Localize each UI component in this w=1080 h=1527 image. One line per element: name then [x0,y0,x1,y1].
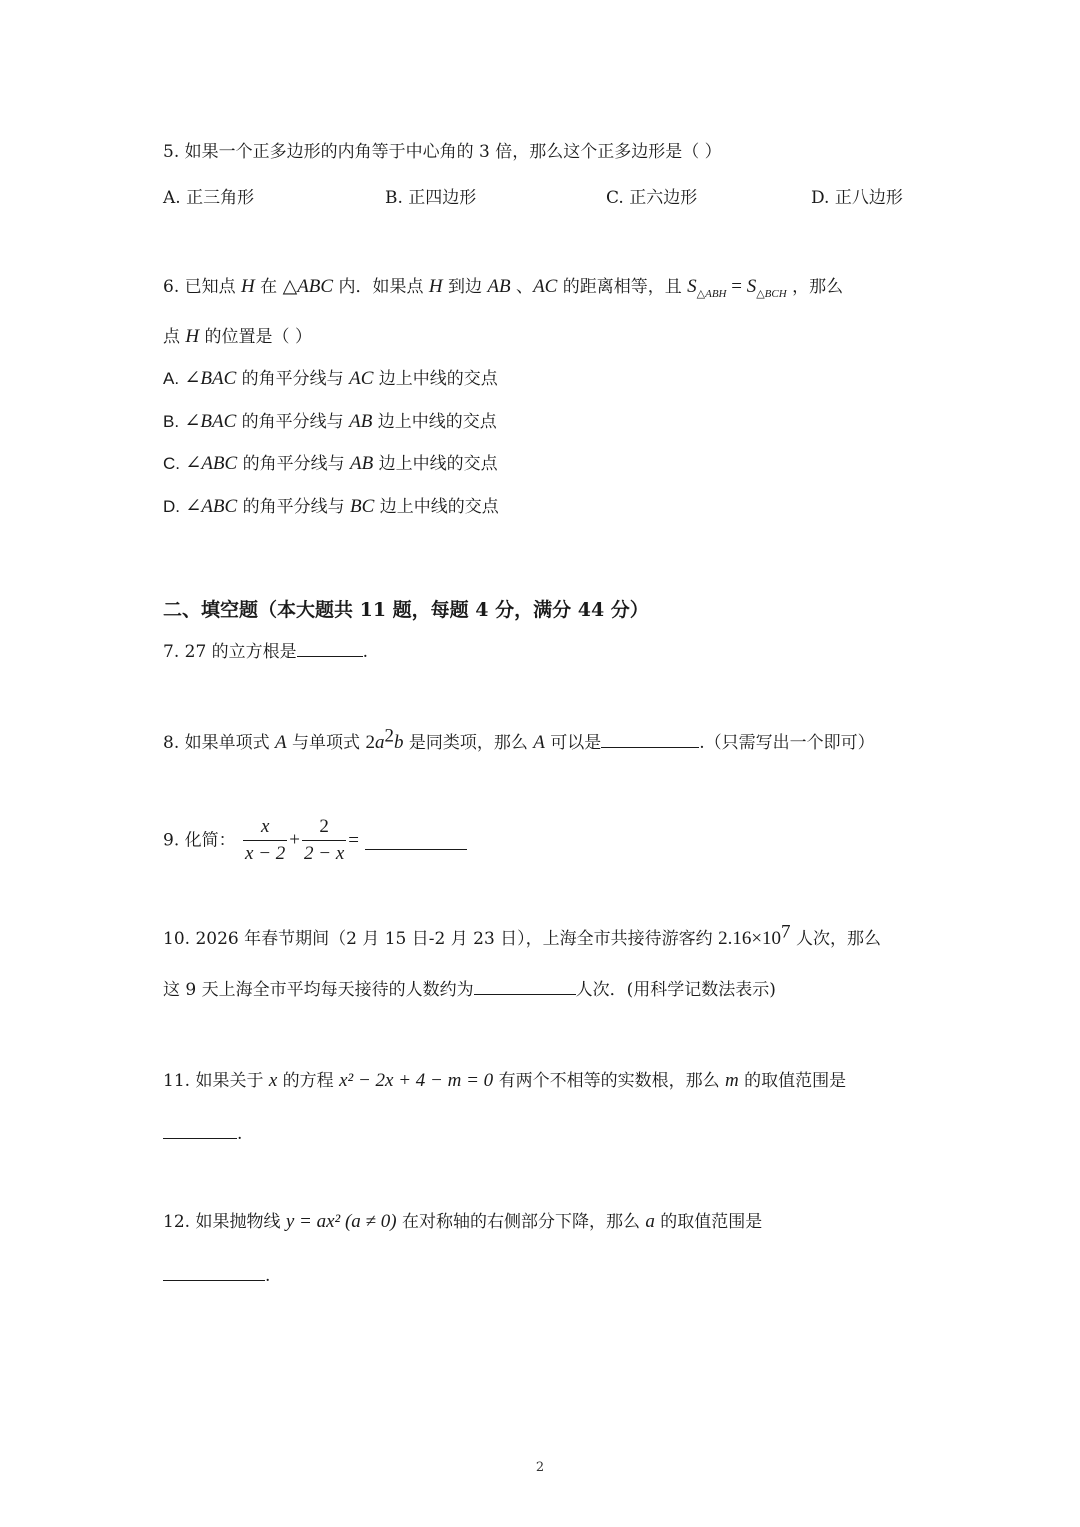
q8-var: b [393,732,404,753]
q8-var-a: A [275,732,287,753]
q11-equation: x² − 2x + 4 − m = 0 [339,1070,494,1091]
q9-answer-blank[interactable] [365,831,467,850]
q5-option-a: A. 正三角形 [163,188,255,208]
option-angle: ∠ABC [185,453,238,474]
q12-var-a: a [645,1211,655,1232]
q11-line1 [163,1069,846,1093]
q9 [163,812,467,869]
option-text: 的角平分线与 [237,497,351,517]
q6-option-c [163,452,498,476]
area-symbol: S [746,276,757,297]
q6-text: 、 [510,277,534,297]
q7-text: 7. 27 的立方根是 [163,642,297,662]
option-text: 的角平分线与 [236,412,350,432]
q11-text: 11. 如果关于 [163,1071,269,1091]
q12-text: 的取值范围是 [654,1212,763,1232]
page-number: 2 [535,1460,545,1475]
q10-sci-notation: 2.16×10 [718,928,782,949]
q6-side-ab: AB [487,276,511,297]
q9-plus: + [289,829,301,851]
q12-text: 12. 如果抛物线 [163,1212,286,1232]
q9-equals: = [348,829,359,851]
option-text: 边上中线的交点 [373,369,498,389]
q10-text: 人次．(用科学记数法表示) [575,980,776,1000]
option-side: AB [349,411,373,432]
q8-var: a [374,732,385,753]
q9-fraction-2 [302,814,346,867]
option-label: B. [163,412,180,431]
q6-text: 在 [254,277,283,297]
q10-text: 这 9 天上海全市平均每天接待的人数约为 [163,980,474,1000]
q5-stem [163,140,722,164]
q6-stem-line1 [163,275,843,299]
q8-text: 是同类项，那么 [403,733,534,753]
q7-answer-blank[interactable] [297,638,363,657]
q6-text: 的距离相等，且 [557,277,688,297]
q8-text: 可以是 [544,733,602,753]
q8-coef: 2 [365,732,375,753]
q8-text: .（只需写出一个即可） [699,733,875,753]
q12-line2 [163,1262,270,1288]
q11-answer-blank[interactable] [163,1120,237,1139]
q5-option-c: C. 正六边形 [606,188,698,208]
q8-text: 与单项式 [286,733,366,753]
fraction-denominator: x − 2 [245,843,286,864]
q6-option-b [163,410,497,434]
q8-answer-blank[interactable] [601,729,699,748]
q10-line2 [163,976,776,1002]
q7 [163,638,368,664]
q6-stem-line2 [163,325,312,349]
section-heading-fill-in: 二、填空题（本大题共 11 题，每题 4 分，满分 44 分） [163,599,649,621]
q6-text: 内．如果点 [333,277,429,297]
q8-var-a: A [533,732,545,753]
q10-answer-blank[interactable] [474,976,576,995]
q6-option-a [163,367,498,391]
q11-text: 的方程 [277,1071,340,1091]
q9-label: 9. 化简： [163,830,236,851]
q5-stem-text: 5. 如果一个正多边形的内角等于中心角的 3 倍，那么这个正多边形是（ ） [163,142,722,162]
area-symbol: S [687,276,697,297]
q11-text: 有两个不相等的实数根，那么 [493,1071,725,1091]
q11-text: 的取值范围是 [738,1071,847,1091]
q12-equation: y = ax² (a ≠ 0) [285,1211,397,1232]
q11-var-x: x [268,1070,278,1091]
q12-end: . [265,1266,271,1286]
q5-option-d: D. 正八边形 [811,188,903,208]
option-label: A. [163,369,180,388]
q12-text: 在对称轴的右侧部分下降，那么 [396,1212,646,1232]
q9-fraction-1 [243,814,287,867]
option-text: 边上中线的交点 [373,454,498,474]
fraction-numerator: x [243,814,287,841]
option-side: AB [350,453,374,474]
q6-text: 到边 [442,277,488,297]
option-angle: ∠ABC [185,496,238,517]
q10-line1 [163,921,881,951]
q6-point-h: H [241,276,255,297]
q6-text: 点 [163,327,186,347]
q12-answer-blank[interactable] [163,1262,265,1281]
q6-triangle: △ABC [282,276,334,297]
q6-point-h: H [185,326,200,347]
q8 [163,725,875,755]
q11-line2 [163,1120,242,1146]
area-subscript: △ABH [696,287,727,300]
q6-area-2 [746,276,787,300]
area-subscript: △BCH [756,287,787,300]
option-angle: ∠BAC [184,368,237,389]
q11-var-m: m [724,1070,739,1091]
option-text: 边上中线的交点 [372,412,497,432]
fraction-denominator: 2 − x [304,843,345,864]
q5-option-b: B. 正四边形 [385,188,477,208]
q6-equals: = [726,276,747,297]
q6-point-h: H [428,276,443,297]
option-side: AC [349,368,374,389]
option-text: 的角平分线与 [237,454,351,474]
option-angle: ∠BAC [184,411,237,432]
option-side: BC [350,496,375,517]
q6-option-d [163,495,499,519]
q8-exp: 2 [384,725,394,747]
q10-exp: 7 [781,921,791,943]
q6-area-1 [687,276,727,300]
q10-text: 10. 2026 年春节期间（2 月 15 日-2 月 23 日），上海全市共接待游客约 [163,929,719,949]
option-text: 边上中线的交点 [374,497,499,517]
option-text: 的角平分线与 [236,369,350,389]
option-label: C. [163,454,180,473]
q12-line1 [163,1210,762,1234]
q10-text: 人次，那么 [790,929,881,949]
q6-text: ，那么 [786,277,844,297]
q7-end: . [362,642,369,662]
q6-number: 6. 已知点 [163,277,236,297]
q8-text: 8. 如果单项式 [163,733,276,753]
q6-text: 的位置是（ ） [199,327,312,347]
fraction-numerator: 2 [302,814,346,841]
q11-end: . [237,1124,243,1144]
q6-side-ac: AC [533,276,558,297]
option-label: D. [163,497,180,516]
